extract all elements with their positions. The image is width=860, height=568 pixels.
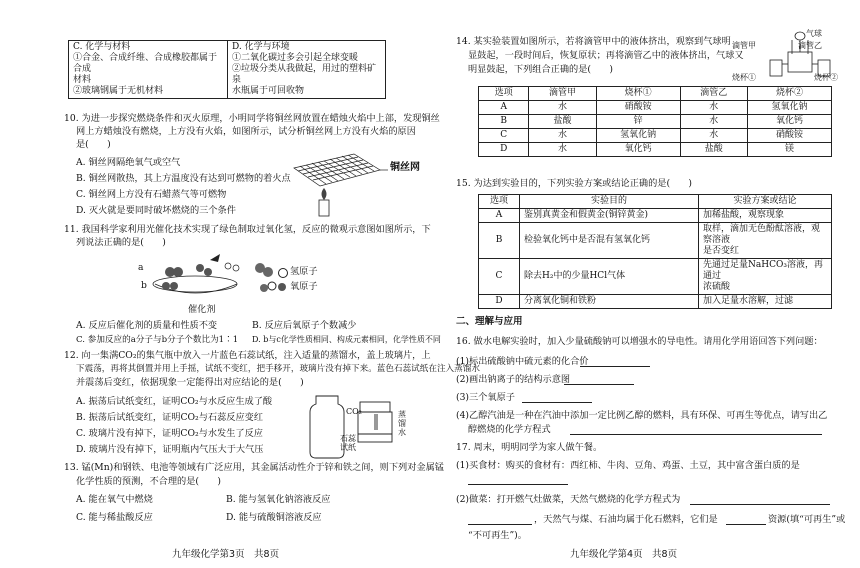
q15-line1: 15. 为达到实验目的，下列实验方案或结论正确的是( ): [456, 178, 693, 189]
legend-hydrogen: 氢原子: [290, 266, 318, 277]
q12-option-c: C. 玻璃片没有掉下，证明CO₂与水发生了反应: [76, 428, 263, 439]
q13-option-a: A. 能在氧气中燃烧: [76, 494, 153, 505]
table-row: [479, 223, 832, 259]
table-row: [479, 143, 832, 157]
table-cell: 盐酸: [529, 115, 596, 129]
q13-option-c: C. 能与稀盐酸反应: [76, 512, 153, 523]
table-header: 实验方案或结论: [699, 195, 832, 209]
q12-line3: 并震荡后变红，依据现象一定能得出对应结论的是( ): [76, 377, 304, 388]
q10-line3: 是( ): [76, 139, 111, 150]
table-cell: D: [479, 295, 520, 309]
q16-sub3: (3)三个氧原子: [456, 392, 515, 403]
q12-option-a: A. 振荡后试纸变红，证明CO₂与水反应生成了酸: [76, 396, 273, 407]
table-row: [479, 129, 832, 143]
section-heading: 二、理解与应用: [456, 316, 523, 327]
q14-line1: 14. 某实验装置如图所示，若将滴管甲中的液体挤出，观察到气球明: [456, 36, 731, 47]
balloon-label: 气球: [806, 29, 822, 38]
copper-mesh-figure: [284, 148, 404, 218]
q9-option-c: [69, 41, 228, 99]
q16-line1: 16. 做水电解实验时，加入少量硫酸钠可以增强水的导电性。请用化学用语回答下列问题：: [456, 336, 823, 347]
table-cell: 分离氧化铜和铁粉: [520, 295, 699, 309]
table-cell: A: [479, 101, 529, 115]
q11-line2: 列说法正确的是( ): [76, 237, 166, 248]
answer-blank[interactable]: [468, 524, 532, 525]
dropper-a-label: 滴管甲: [732, 41, 756, 50]
q9-d-line1: ①二氧化碳过多会引起全球变暖: [232, 53, 359, 63]
q10-line2: 网上方蜡烛没有燃烧，上方没有火焰，如图所示，试分析铜丝网上方没有火焰的原因: [76, 126, 416, 137]
table-cell: D: [479, 143, 529, 157]
table-header: 实验目的: [520, 195, 699, 209]
q13-option-b: B. 能与氢氧化钠溶液反应: [226, 494, 331, 505]
q15-table: [478, 194, 832, 309]
table-cell: 硝酸铵: [596, 101, 680, 115]
q13-option-d: D. 能与硫酸铜溶液反应: [226, 512, 322, 523]
dropper-b-label: 滴管乙: [798, 41, 822, 50]
cell-line: 是否变红: [703, 246, 740, 256]
litmus-paper-label: 石蕊试纸: [340, 434, 356, 452]
q14-line3: 明显鼓起，下列组合正确的是( ): [468, 64, 613, 75]
q16-sub1: (1)标出硫酸钠中硫元素的化合价: [456, 356, 589, 367]
q13-line1: 13. 锰(Mn)和钢铁、电池等领域有广泛应用，其金属活动性介于锌和铁之间，则下列对金属锰: [64, 462, 444, 473]
table-cell: 鉴别真黄金和假黄金(铜锌黄金): [520, 209, 699, 223]
q11-line1: 11. 我国科学家利用光催化技术实现了绿色制取过氧化氢，反应的微观示意图如图所示，下: [64, 224, 431, 235]
page-footer: 九年级化学第3页 共8页: [172, 549, 280, 560]
q11-option-d: D. b与c化学性质相同、构成元素相同，化学性质不同: [252, 335, 441, 344]
table-row: [479, 115, 832, 129]
q17-sub2-line1: (2)做菜：打开燃气灶做菜，天然气燃烧的化学方程式为: [456, 494, 681, 505]
table-cell: 锌: [596, 115, 680, 129]
table-cell: 水: [529, 129, 596, 143]
q9-c-line2: 材料: [73, 75, 92, 85]
q10-option-d: D. 灭火就是要同时破坏燃烧的三个条件: [76, 205, 236, 216]
distilled-water-label: 蒸馏水: [398, 410, 406, 437]
q16-sub4-line2: 醇燃烧的化学方程式: [468, 424, 551, 435]
table-cell: 氧化钙: [596, 143, 680, 157]
table-cell: 氧化钙: [747, 115, 831, 129]
q9-d-line3: 水瓶属于可回收物: [232, 86, 305, 96]
hydrogen-atom-icon: [278, 268, 288, 278]
q11-option-b: B. 反应后氧原子个数减少: [252, 320, 357, 331]
legend-oxygen: 氧原子: [290, 281, 318, 292]
table-header: 滴管乙: [680, 87, 747, 101]
table-row: [479, 295, 832, 309]
page-4: [430, 0, 860, 568]
q9-table: [68, 40, 386, 99]
q16-sub4-line1: (4)乙醇汽油是一种在汽油中添加一定比例乙醇的燃料，具有环保、可再生等优点，请写出乙: [456, 410, 828, 421]
table-header: 烧杯①: [596, 87, 680, 101]
q14-line2: 显鼓起，一段时间后，恢复原状；再将滴管乙中的液体挤出，气球又: [468, 50, 744, 61]
answer-blank[interactable]: [570, 434, 822, 435]
answer-blank[interactable]: [522, 402, 592, 403]
table-cell: [699, 223, 832, 259]
table-cell: 水: [529, 101, 596, 115]
table-cell: B: [479, 115, 529, 129]
q10-option-a: A. 铜丝网隔绝氧气或空气: [76, 157, 181, 168]
answer-blank[interactable]: [580, 366, 650, 367]
table-row: [479, 209, 832, 223]
answer-blank[interactable]: [564, 384, 634, 385]
table-header-row: [479, 195, 832, 209]
q17-sub2-line4: “不可再生”)。: [468, 530, 527, 541]
copper-mesh-label: 铜丝网: [390, 162, 420, 173]
beaker1-label: 烧杯①: [732, 73, 756, 82]
q10-line1: 10. 为进一步探究燃烧条件和灭火原理，小明同学将铜丝网放置在蜡烛火焰中上部，发现铜丝: [64, 113, 440, 124]
table-cell: 除去H₂中的少量HCl气体: [520, 259, 699, 295]
table-row: [479, 259, 832, 295]
q12-line2: 下震荡，再将其倒置并用上手摇，试纸不变红，把手移开，玻璃片没有掉下来。蓝色石蕊试纸在注入蒸馏水: [76, 364, 480, 374]
table-cell: 加入足量水溶解，过滤: [699, 295, 832, 309]
cell-line: 取样，滴加无色酚酞溶液，观察溶液: [703, 224, 821, 245]
q17-sub2-line2: ，天然气与煤、石油均属于化石燃料，它们是: [534, 514, 718, 525]
table-cell: [699, 259, 832, 295]
q12-line1: 12. 向一集满CO₂的集气瓶中放入一片蓝色石蕊试纸，注入适量的蒸馏水，盖上玻璃片，上: [64, 350, 431, 361]
q10-option-b: B. 铜丝网散热，其上方温度没有达到可燃物的着火点: [76, 173, 291, 184]
table-cell: 检验氧化钙中是否混有氢氧化钙: [520, 223, 699, 259]
q12-option-d: D. 玻璃片没有掉下，证明瓶内气压大于大气压: [76, 444, 264, 455]
table-header-row: [479, 87, 832, 101]
table-cell: C: [479, 259, 520, 295]
table-header: 选项: [479, 195, 520, 209]
q11-option-a: A. 反应后催化剂的质量和性质不变: [76, 320, 218, 331]
table-header: 滴管甲: [529, 87, 596, 101]
answer-blank[interactable]: [468, 484, 568, 485]
fig-label-a: a: [138, 262, 144, 273]
q9-c-line3: ②玻璃钢属于无机材料: [73, 86, 164, 96]
table-cell: 水: [680, 115, 747, 129]
table-cell: 氢氧化钠: [596, 129, 680, 143]
table-cell: 水: [680, 101, 747, 115]
table-cell: C: [479, 129, 529, 143]
answer-blank[interactable]: [726, 524, 766, 525]
beaker2-label: 烧杯②: [814, 73, 838, 82]
table-header: 选项: [479, 87, 529, 101]
q9-option-d: [228, 41, 386, 99]
table-cell: A: [479, 209, 520, 223]
co2-label: CO₂: [346, 407, 362, 416]
table-cell: B: [479, 223, 520, 259]
q17-line1: 17. 周末，明明同学为家人做午餐。: [456, 442, 603, 453]
table-cell: 水: [529, 143, 596, 157]
q9-d-head: D. 化学与环境: [232, 42, 290, 52]
cell-line: 浓硫酸: [703, 282, 731, 292]
q11-option-c: C. 参加反应的a分子与b分子个数比为1∶1: [76, 335, 239, 345]
catalyst-label: 催化剂: [188, 304, 216, 315]
table-header: 烧杯②: [747, 87, 831, 101]
table-row: [479, 101, 832, 115]
table-cell: 镁: [747, 143, 831, 157]
q9-d-line2: ②垃圾分类从我做起，用过的塑料矿泉: [232, 64, 377, 85]
oxygen-atom-icon: [278, 283, 286, 291]
q13-line2: 化学性质的预测，不合理的是( ): [76, 476, 221, 487]
q9-c-head: C. 化学与材料: [73, 42, 131, 52]
table-cell: 水: [680, 129, 747, 143]
q12-option-b: B. 振荡后试纸变红，证明CO₂与石蕊反应变红: [76, 412, 264, 423]
q14-table: [478, 86, 832, 157]
table-cell: 硝酸铵: [747, 129, 831, 143]
page-footer: 九年级化学第4页 共8页: [570, 549, 678, 560]
table-cell: 加稀盐酸，观察现象: [699, 209, 832, 223]
q10-option-c: C. 铜丝网上方没有石蜡蒸气等可燃物: [76, 189, 227, 200]
q17-sub2-line3: 资源(填“可再生”或: [768, 514, 846, 525]
table-cell: 盐酸: [680, 143, 747, 157]
answer-blank[interactable]: [690, 504, 830, 505]
table-cell: 氢氧化钠: [747, 101, 831, 115]
fig-label-b: b: [141, 280, 147, 291]
q16-sub2: (2)画出钠离子的结构示意图: [456, 374, 571, 385]
q17-sub1: (1)买食材：购买的食材有：西红柿、牛肉、豆角、鸡蛋、土豆，其中富含蛋白质的是: [456, 460, 800, 471]
cell-line: 先通过足量NaHCO₃溶液，再通过: [703, 260, 823, 281]
q9-c-line1: ①合金、合成纤维、合成橡胶都属于合成: [73, 53, 218, 74]
